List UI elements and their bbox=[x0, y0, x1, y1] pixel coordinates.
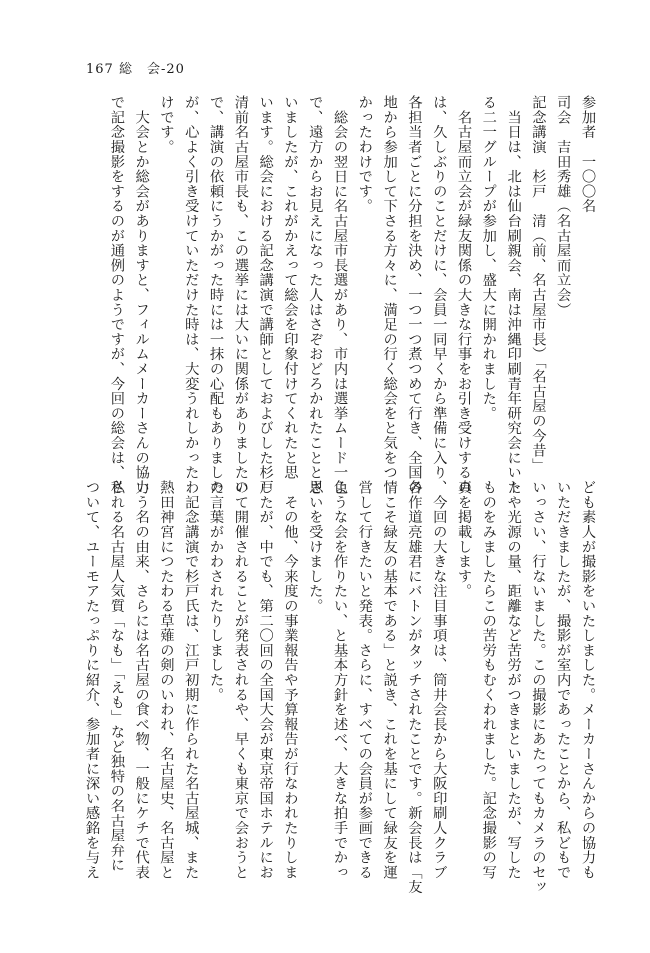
text-line: 清前名古屋市長も、この選挙には大いに関係がありましたの bbox=[232, 95, 249, 495]
text-line: いっさい、行ないました。この撮影にあたってもカメラのセッ bbox=[530, 480, 547, 895]
lower-text-block bbox=[70, 480, 600, 895]
text-line: います。総会における記念講演で講師としておよびした杉戸 bbox=[257, 95, 274, 495]
text-line: 地から参加して下さる方々に、満足の行く総会をと気をつ bbox=[381, 95, 398, 480]
text-line: 情こそ緑友の基本である」と説き、これを基にして緑友を運 bbox=[381, 480, 398, 880]
text-line: の作道亮雄君にバトンがタッチされたことです。新会長は「友 bbox=[406, 480, 423, 895]
text-line: の言葉がかわされたりしました。 bbox=[208, 480, 225, 702]
text-line: いただきましたが、撮影が室内であったことから、私どもで bbox=[555, 480, 572, 880]
text-line: 営して行きたいと発表。さらに、すべての会員が参画できる bbox=[356, 480, 373, 880]
page-header: 167 総 会-20 bbox=[86, 62, 185, 77]
text-line: 当日は、北は仙台刷親会、南は沖縄印刷青年研究会にいた bbox=[505, 95, 522, 495]
text-line: る二一グループが参加し、盛大に開かれました。 bbox=[480, 95, 497, 421]
text-line: 熱田神宮につたわる草薙の剣のいわれ、名古屋史、名古屋と bbox=[158, 480, 175, 880]
text-line: トや光源の量、距離など苦労がつきまといましたが、写した bbox=[505, 480, 522, 880]
text-line: 真を掲載します。 bbox=[456, 480, 473, 599]
text-line: さいを受けました。 bbox=[307, 480, 324, 614]
text-line: される名古屋人気質「なも」「えも」など独特の名古屋弁に bbox=[108, 480, 125, 873]
text-line: その他、今来度の事業報告や予算報告が行なわれたりしま bbox=[282, 480, 299, 880]
text-line: 記念講演 杉戸 清（前、名古屋市長）「名古屋の今昔」 bbox=[530, 95, 547, 473]
text-line: いう名の由来、さらには名古屋の食べ物、一般にケチで代表 bbox=[133, 480, 150, 880]
text-line: 参加者 一〇〇名 bbox=[580, 95, 596, 214]
text-line: 各担当者ごとに分担を決め、一つ一つ煮つめて行き、全国各 bbox=[406, 95, 423, 495]
text-line: いて開催されることが発表されるや、早くも東京で会おうと bbox=[232, 480, 249, 880]
text-line: で、講演の依頼にうかがった時には一抹の心配もありました bbox=[208, 95, 225, 495]
text-line: で記念撮影をするのが通例のようですが、今回の総会は、私 bbox=[108, 95, 125, 495]
text-line: かったわけです。 bbox=[356, 95, 373, 214]
text-line: けです。 bbox=[158, 95, 175, 155]
text-line: ども素人が撮影をいたしました。メーカーさんからの協力も bbox=[580, 480, 596, 880]
text-line: ような会を作りたい、と基本方針を述べ、大きな拍手でかっ bbox=[332, 480, 349, 880]
text-line: 名古屋而立会が緑友関係の大きな行事をお引き受けするの bbox=[456, 95, 473, 495]
text-line: ついて、ユーモアたっぷりに紹介、参加者に深い感銘を与え bbox=[84, 480, 101, 880]
text-line: 総会の翌日に名古屋市長選があり、市内は選挙ムード一色 bbox=[332, 95, 349, 495]
text-line: ものをみましたらこの苦労もむくわれました。記念撮影の写 bbox=[480, 480, 497, 880]
text-line: 記念講演で杉戸氏は、江戸初期に作られた名古屋城、また bbox=[183, 480, 200, 880]
text-line: で、遠方からお見えになった人はさぞおどろかれたことと思 bbox=[307, 95, 324, 495]
text-line: したが、中でも、第二〇回の全国大会が東京帝国ホテルにお bbox=[257, 480, 274, 880]
text-line: 今回の大きな注目事項は、筒井会長から大阪印刷人クラブ bbox=[431, 480, 448, 880]
text-line: いましたが、これがかえって総会を印象付けてくれたと思 bbox=[282, 95, 299, 480]
text-line: 司会 吉田秀雄（名古屋而立会） bbox=[555, 95, 572, 317]
text-line: 大会とか総会がありますと、フィルムメーカーさんの協力 bbox=[133, 95, 150, 495]
text-line: が、心よく引き受けていただけた時は、大変うれしかったわ bbox=[183, 95, 200, 495]
text-line: は、久しぶりのことだけに、会員一同早くから準備に入り、 bbox=[431, 95, 448, 495]
upper-text-block bbox=[70, 95, 600, 495]
